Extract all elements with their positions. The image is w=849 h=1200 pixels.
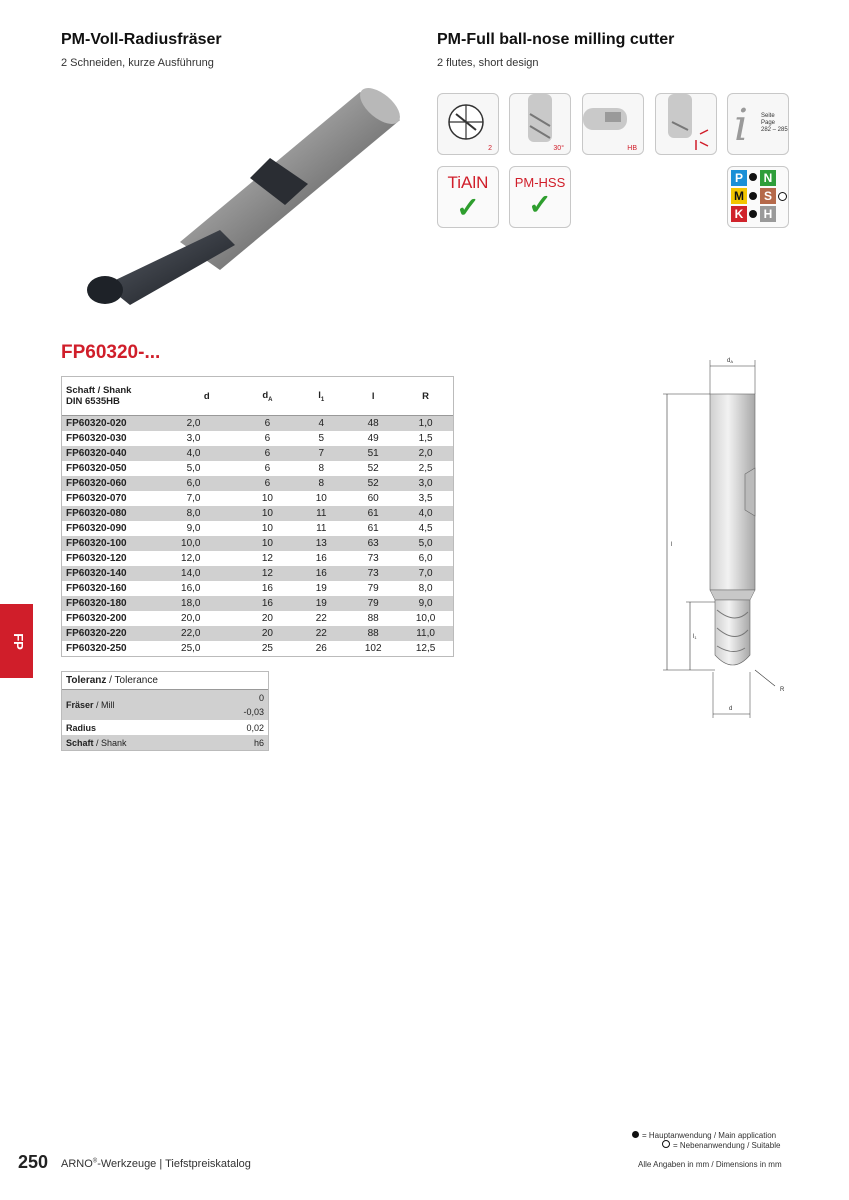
table-row: [62, 521, 453, 536]
cell-d: 6,0: [173, 476, 241, 491]
cell-d: 3,0: [186, 433, 201, 444]
cell-l: 61: [367, 523, 379, 534]
header-l: l: [348, 377, 398, 416]
cell-code: FP60320-100: [62, 536, 173, 551]
cell-r: 1,0: [398, 416, 453, 432]
cell-l1: 22: [315, 613, 327, 624]
product-image: [70, 80, 410, 320]
legend: [632, 1131, 780, 1150]
material-s: S: [760, 188, 776, 204]
table-row: [62, 641, 453, 656]
cell-l: 79: [367, 583, 379, 594]
cell-d: 12,0: [181, 553, 201, 564]
cell-d: 2,0: [173, 416, 241, 432]
cell-code: FP60320-250: [66, 643, 127, 654]
material-n: N: [760, 170, 776, 186]
header-da: $d_A$: [240, 377, 294, 416]
cell-code: FP60320-050: [66, 463, 127, 474]
cell-code: FP60320-140: [62, 566, 173, 581]
cutting-direction-icon: [655, 93, 717, 155]
table-row: [62, 551, 453, 566]
shank-label: HB: [627, 145, 637, 152]
svg-text:i: i: [734, 100, 749, 151]
suitable-circle-icon: [778, 192, 787, 201]
cell-l: 88: [348, 626, 398, 641]
cell-da: 6: [240, 476, 294, 491]
cell-r: 8,0: [418, 583, 433, 594]
cell-code: FP60320-070: [66, 493, 127, 504]
drawing-label-l: l: [671, 542, 673, 548]
cell-r: 6,0: [418, 553, 433, 564]
cell-l1: 10: [315, 493, 327, 504]
cell-l: 48: [348, 416, 398, 432]
main-application-dot-icon: [749, 192, 757, 200]
tolerance-table: [62, 672, 268, 750]
cell-d: 10,0: [173, 536, 241, 551]
footer-catalog: ARNO®-Werkzeuge | Tiefstpreiskatalog: [61, 1158, 251, 1170]
page-number: 250: [18, 1152, 49, 1172]
subtitle-de: 2 Schneiden, kurze Ausführung: [61, 57, 214, 69]
cell-l1: 8: [318, 463, 325, 474]
drawing-label-d: d: [729, 706, 733, 712]
cell-d: 5,0: [186, 463, 201, 474]
cell-code: FP60320-040: [62, 446, 173, 461]
cell-r: 2,5: [418, 463, 433, 474]
cell-l: 60: [367, 493, 379, 504]
subtitle-en: 2 flutes, short design: [437, 57, 539, 69]
cell-da: 10: [240, 506, 294, 521]
tolerance-header: Toleranz / Tolerance: [62, 672, 268, 690]
technical-drawing: [655, 350, 805, 720]
cell-l: 52: [348, 476, 398, 491]
tolerance-row-shank: Schaft / Shank h6: [62, 735, 268, 750]
cell-r: 11,0: [398, 626, 453, 641]
cell-da: 12: [261, 553, 273, 564]
cell-code: FP60320-030: [66, 433, 127, 444]
cell-code: FP60320-160: [66, 583, 127, 594]
cell-l: 73: [348, 566, 398, 581]
legend-suitable: = Nebenanwendung / Suitable: [673, 1141, 781, 1150]
info-label-1: Seite Page: [761, 113, 776, 126]
cell-code: FP60320-120: [66, 553, 127, 564]
cell-r: 10,0: [415, 613, 436, 624]
cell-l: 61: [348, 506, 398, 521]
cell-l1: 26: [315, 643, 327, 654]
coating-pmhss: [509, 166, 571, 228]
table-row: [62, 626, 453, 641]
table-row: [62, 611, 453, 626]
drawing-label-r: R: [780, 687, 785, 693]
shank-icon: [582, 93, 644, 155]
main-application-dot-icon: [632, 1131, 639, 1138]
cell-l1: 7: [294, 446, 348, 461]
material-h: H: [760, 206, 776, 222]
cell-d: 14,0: [173, 566, 241, 581]
cell-l: 73: [367, 553, 379, 564]
tolerance-row-mill: Fräser / Mill 0 -0,03: [62, 690, 268, 721]
cell-r: 7,0: [398, 566, 453, 581]
cell-da: 10: [261, 493, 273, 504]
cell-da: 6: [240, 446, 294, 461]
cell-r: 2,0: [398, 446, 453, 461]
drawing-label-da: dA: [727, 358, 734, 364]
product-code: FP60320-...: [61, 342, 161, 363]
cell-r: 9,0: [398, 596, 453, 611]
coating-tialn: [437, 166, 499, 228]
cell-l1: 13: [294, 536, 348, 551]
cell-code: FP60320-220: [62, 626, 173, 641]
helix-icon: [509, 93, 571, 155]
cell-da: 16: [261, 583, 273, 594]
cell-d: 18,0: [173, 596, 241, 611]
material-k: K: [731, 206, 747, 222]
cell-l: 102: [364, 643, 382, 654]
cell-code: FP60320-020: [62, 416, 173, 432]
cell-l1: 19: [294, 596, 348, 611]
suitable-circle-icon: [662, 1140, 670, 1148]
cell-code: FP60320-180: [62, 596, 173, 611]
table-row: [62, 506, 453, 521]
coating-tialn-label: TiAlN: [447, 173, 489, 192]
cell-l: 51: [348, 446, 398, 461]
material-m: M: [731, 188, 747, 204]
tolerance-row-radius: Radius 0,02: [66, 722, 264, 733]
cell-d: 22,0: [173, 626, 241, 641]
cell-l: 79: [348, 596, 398, 611]
cell-l: 63: [348, 536, 398, 551]
header-l1: $l_1$: [294, 377, 348, 416]
cell-d: 8,0: [173, 506, 241, 521]
cell-r: 4,5: [418, 523, 433, 534]
product-table-wrap: [61, 376, 454, 657]
header-r: R: [398, 377, 453, 416]
title-de: PM-Voll-Radiusfräser: [61, 31, 222, 48]
cell-r: 3,0: [398, 476, 453, 491]
info-icon: [727, 93, 789, 155]
cell-r: 12,5: [415, 643, 436, 654]
table-row: [62, 581, 453, 596]
main-application-dot-icon: [749, 210, 757, 218]
cell-da: 10: [261, 523, 273, 534]
section-tab-fp[interactable]: FP: [0, 604, 33, 678]
check-icon: ✓: [528, 189, 552, 220]
table-row: [62, 431, 453, 446]
cell-code: FP60320-060: [62, 476, 173, 491]
header-shank: Schaft / Shank DIN 6535HB: [62, 377, 173, 416]
flutes-icon: [437, 93, 499, 155]
drawing-label-l1: l1: [693, 634, 697, 640]
cell-d: 9,0: [186, 523, 201, 534]
tolerance-table-wrap: [61, 671, 269, 751]
cell-l1: 5: [318, 433, 325, 444]
cell-l1: 11: [316, 523, 327, 534]
cell-da: 12: [240, 566, 294, 581]
material-p: P: [731, 170, 747, 186]
cell-da: 16: [240, 596, 294, 611]
cell-l1: 16: [315, 553, 327, 564]
helix-label: 30°: [553, 145, 564, 152]
table-row: [62, 416, 453, 432]
cell-l1: 22: [294, 626, 348, 641]
table-header-row: [62, 377, 453, 416]
table-row: [62, 566, 453, 581]
info-label-2: 282 – 285: [761, 127, 788, 133]
cell-l1: 8: [294, 476, 348, 491]
table-row: [62, 461, 453, 476]
flutes-label: 2: [488, 145, 492, 152]
legend-main: = Hauptanwendung / Main application: [642, 1131, 777, 1140]
cell-code: FP60320-200: [66, 613, 127, 624]
cell-r: 1,5: [418, 433, 433, 444]
cell-r: 3,5: [418, 493, 433, 504]
cell-da: 20: [261, 613, 273, 624]
cell-da: 6: [264, 463, 271, 474]
cell-d: 16,0: [181, 583, 201, 594]
cell-d: 25,0: [181, 643, 201, 654]
title-en: PM-Full ball-nose milling cutter: [437, 31, 675, 48]
cell-code: FP60320-080: [62, 506, 173, 521]
header-d: d: [173, 377, 241, 416]
table-row: [62, 536, 453, 551]
coating-pmhss-label: PM-HSS: [514, 175, 566, 190]
cell-l: 52: [367, 463, 379, 474]
cell-code: FP60320-090: [66, 523, 127, 534]
main-application-dot-icon: [749, 173, 757, 181]
table-row: [62, 491, 453, 506]
product-table: [62, 377, 453, 656]
check-icon: ✓: [456, 192, 480, 223]
cell-l1: 11: [294, 506, 348, 521]
cell-r: 4,0: [398, 506, 453, 521]
cell-d: 4,0: [173, 446, 241, 461]
cell-da: 6: [264, 433, 271, 444]
cell-l1: 4: [294, 416, 348, 432]
cell-l1: 16: [294, 566, 348, 581]
table-row: [62, 476, 453, 491]
cell-da: 6: [240, 416, 294, 432]
cell-da: 20: [240, 626, 294, 641]
footer-dimensions: Alle Angaben in mm / Dimensions in mm: [638, 1160, 782, 1169]
table-row: [62, 446, 453, 461]
cell-d: 20,0: [181, 613, 201, 624]
cell-d: 7,0: [186, 493, 201, 504]
cell-da: 25: [261, 643, 273, 654]
material-grid: [727, 166, 789, 228]
cell-l1: 19: [315, 583, 327, 594]
table-row: [62, 596, 453, 611]
cell-l: 88: [367, 613, 379, 624]
cell-da: 10: [240, 536, 294, 551]
cell-r: 5,0: [398, 536, 453, 551]
cell-l: 49: [367, 433, 379, 444]
